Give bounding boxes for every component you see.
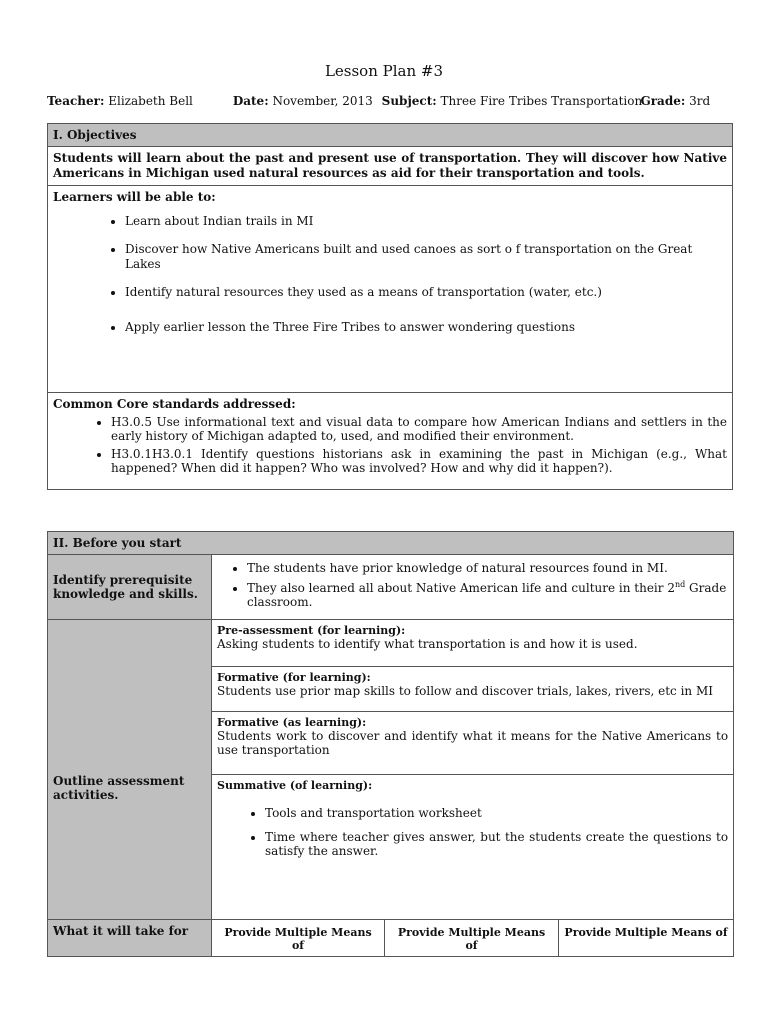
list-item: • H3.0.5 Use informational text and visual data to compare how American Indians and settlers in the early history of Michigan adapted to, used, and modified their environment.	[111, 415, 727, 443]
learners-cell	[48, 186, 733, 393]
pre-assessment-label: Pre-assessment (for learning):	[217, 624, 406, 637]
date-field	[233, 94, 378, 108]
subject-value: Three Fire Tribes Transportation	[440, 94, 643, 108]
grade-label: Grade:	[640, 94, 686, 108]
list-item: • H3.0.1H3.0.1 Identify questions historians ask in examining the past in Michigan (e.g., What happened? When did it happen? Who was involved? How and why did it happen?).	[111, 447, 727, 475]
date-label: Date:	[232, 94, 269, 108]
assessment-label: Outline assessment activities.	[48, 620, 212, 920]
lesson-meta	[47, 94, 737, 108]
formative-as-cell	[212, 712, 734, 775]
list-item: • Tools and transportation worksheet	[265, 806, 728, 820]
pre-assessment-text: Asking students to identify what transportation is and how it is used.	[217, 637, 638, 651]
objectives-table	[47, 123, 733, 490]
teacher-value: Elizabeth Bell	[108, 94, 193, 108]
grade-field	[640, 94, 710, 108]
prereq-label: Identify prerequisite knowledge and skills.	[48, 555, 212, 620]
learners-label: Learners will be able to:	[53, 190, 216, 204]
means-header: Provide Multiple Means of	[385, 920, 559, 957]
list-item: • Apply earlier lesson the Three Fire Tribes to answer wondering questions	[125, 320, 727, 335]
summative-label: Summative (of learning):	[217, 779, 373, 792]
list-item: • The students have prior knowledge of natural resources found in MI.	[247, 561, 728, 575]
standards-cell	[48, 393, 733, 490]
page-title: Lesson Plan #3	[324, 62, 444, 80]
formative-as-label: Formative (as learning):	[217, 716, 367, 729]
means-header: Provide Multiple Means of	[559, 920, 734, 957]
prereq-list	[217, 561, 728, 609]
learners-list	[53, 214, 727, 335]
teacher-label: Teacher:	[47, 94, 105, 108]
formative-for-cell	[212, 667, 734, 712]
objectives-heading: I. Objectives	[48, 124, 733, 147]
grade-value: 3rd	[689, 94, 711, 108]
list-item: • Discover how Native Americans built and used canoes as sort o f transportation on the Great Lakes	[125, 242, 727, 272]
date-value: November, 2013	[272, 94, 373, 108]
summative-list	[217, 806, 728, 858]
standards-list	[53, 415, 727, 475]
list-item: • They also learned all about Native American life and culture in their 2nd Grade classroom.	[247, 578, 728, 609]
prereq-cell	[212, 555, 734, 620]
subject-field	[381, 94, 643, 108]
formative-for-text: Students use prior map skills to follow and discover trials, lakes, rivers, etc in MI	[217, 684, 713, 698]
formative-for-label: Formative (for learning):	[217, 671, 371, 684]
summative-cell	[212, 775, 734, 920]
means-header: Provide Multiple Means of	[212, 920, 385, 957]
take-label: What it will take for	[48, 920, 212, 957]
before-table	[47, 531, 734, 957]
list-item: • Identify natural resources they used as a means of transportation (water, etc.)	[125, 285, 727, 300]
list-item: • Time where teacher gives answer, but the students create the questions to satisfy the answer.	[265, 830, 728, 858]
objectives-statement: Students will learn about the past and present use of transportation. They will discover how Native Americans in Michigan used natural resources as aid for their transportation and tools.	[48, 147, 733, 186]
subject-label: Subject:	[381, 94, 437, 108]
formative-as-text: Students work to discover and identify what it means for the Native Americans to use transportation	[217, 729, 729, 757]
standards-label: Common Core standards addressed:	[53, 397, 296, 411]
list-item: • Learn about Indian trails in MI	[125, 214, 727, 229]
pre-assessment-cell	[212, 620, 734, 667]
teacher-field	[47, 94, 229, 108]
before-heading: II. Before you start	[48, 532, 734, 555]
